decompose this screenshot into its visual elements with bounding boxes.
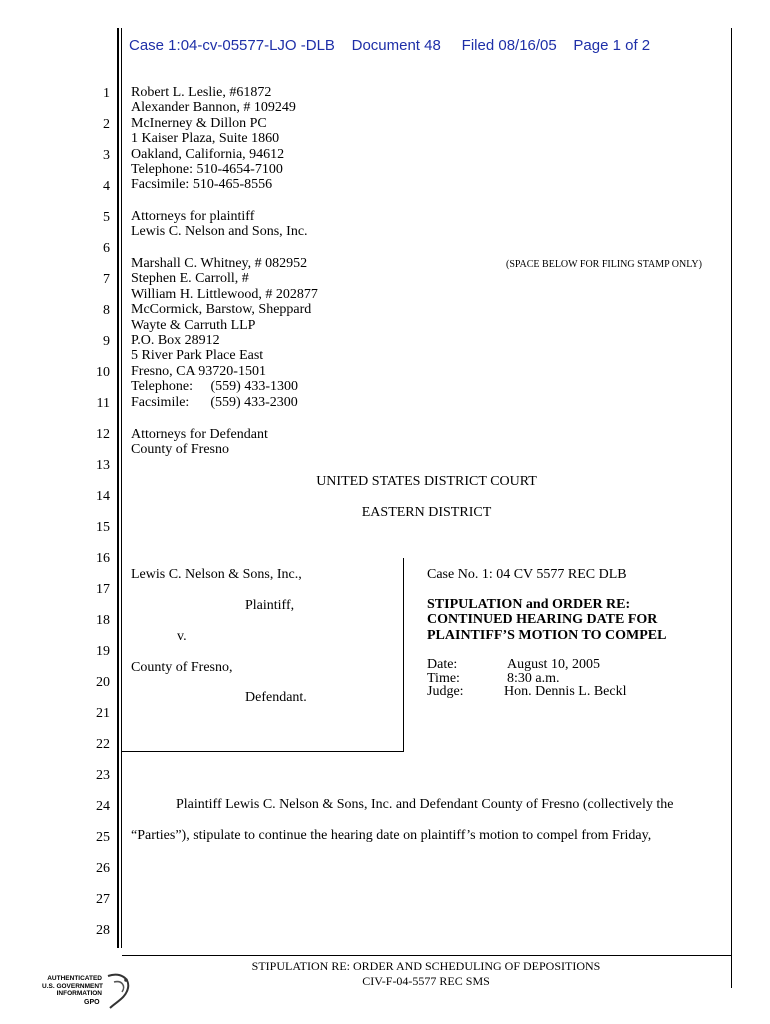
line-number: 17 — [96, 582, 110, 597]
time-value: 8:30 a.m. — [507, 670, 560, 686]
firm-facsimile: Facsimile: 510-465-8556 — [131, 177, 273, 193]
line-number: 3 — [103, 148, 110, 163]
line-number: 21 — [96, 706, 110, 721]
date-label: Date: — [427, 657, 458, 672]
title-line: PLAINTIFF’S MOTION TO COMPEL — [427, 627, 667, 643]
counsel-name: Stephen E. Carroll, # — [131, 271, 249, 287]
footer-case: CIV-F-04-5577 REC SMS — [362, 974, 490, 988]
firm-name: McCormick, Barstow, Sheppard — [131, 302, 312, 318]
line-number: 10 — [96, 365, 110, 380]
firm-address: P.O. Box 28912 — [131, 333, 220, 349]
seal-line: AUTHENTICATED — [47, 975, 102, 982]
plaintiff-counsel-block — [131, 85, 296, 193]
time-label: Time: — [427, 670, 460, 686]
line-number: 23 — [96, 768, 110, 783]
gpo-authentication-seal — [40, 972, 135, 1012]
counsel-name: Robert L. Leslie, #61872 — [131, 85, 272, 100]
filing-stamp-note: (SPACE BELOW FOR FILING STAMP ONLY) — [506, 259, 702, 270]
header-document: Document 48 — [351, 37, 441, 54]
line-number: 4 — [103, 179, 110, 194]
line-number: 12 — [96, 427, 110, 442]
title-line: STIPULATION and ORDER RE: — [427, 597, 631, 612]
caption-versus: v. — [177, 629, 187, 644]
date-value: August 10, 2005 — [507, 657, 600, 672]
caption-box-right-rule — [403, 558, 404, 751]
title-line: CONTINUED HEARING DATE FOR — [427, 612, 658, 628]
body-line-2: “Parties”), stipulate to continue the hearing date on plaintiff’s motion to compel from Friday, — [131, 828, 652, 843]
line-number: 5 — [103, 210, 110, 225]
role-line: Lewis C. Nelson and Sons, Inc. — [131, 224, 308, 240]
left-margin-rule-outer — [117, 28, 119, 948]
line-number: 26 — [96, 861, 110, 876]
firm-telephone: Telephone: (559) 433-1300 — [131, 379, 298, 395]
firm-facsimile: Facsimile: (559) 433-2300 — [131, 394, 298, 410]
case-number: Case No. 1: 04 CV 5577 REC DLB — [427, 567, 627, 582]
line-number: 27 — [96, 892, 110, 907]
defendant-counsel-role — [131, 427, 268, 458]
court-name: UNITED STATES DISTRICT COURT — [316, 474, 537, 489]
firm-city: Oakland, California, 94612 — [131, 146, 285, 162]
gpo-eagle-icon — [102, 972, 136, 1012]
header-filed-date: Filed 08/16/05 — [461, 37, 557, 54]
seal-gpo-mark: GPO — [84, 999, 100, 1006]
header-page: Page 1 of 2 — [573, 37, 651, 54]
footer — [120, 959, 732, 989]
line-number: 18 — [96, 613, 110, 628]
line-number: 13 — [96, 458, 110, 473]
judge-value: Hon. Dennis L. Beckl — [504, 684, 627, 699]
firm-telephone: Telephone: 510-4654-7100 — [131, 162, 283, 178]
seal-line: U.S. GOVERNMENT — [42, 982, 104, 990]
body-line-1: Plaintiff Lewis C. Nelson & Sons, Inc. and Defendant County of Fresno (collectively the — [176, 797, 674, 812]
firm-name: McInerney & Dillon PC — [131, 115, 267, 131]
caption-defendant: County of Fresno, — [131, 660, 233, 675]
seal-line: INFORMATION — [56, 990, 102, 997]
role-line: Attorneys for plaintiff — [131, 209, 255, 224]
firm-address: 1 Kaiser Plaza, Suite 1860 — [131, 131, 280, 147]
line-number: 15 — [96, 520, 110, 535]
plaintiff-counsel-role — [131, 209, 308, 240]
right-margin-rule — [731, 28, 732, 988]
caption-plaintiff-label: Plaintiff, — [245, 598, 295, 613]
caption-defendant-label: Defendant. — [245, 690, 307, 705]
judge-label: Judge: — [427, 684, 464, 699]
caption-box-bottom-rule — [122, 751, 404, 752]
case-header — [129, 37, 650, 54]
line-number: 19 — [96, 644, 110, 659]
line-number: 1 — [103, 86, 110, 101]
line-number: 7 — [103, 272, 110, 287]
defendant-counsel-block — [131, 256, 318, 410]
caption-plaintiff: Lewis C. Nelson & Sons, Inc., — [131, 567, 302, 582]
line-number: 2 — [103, 117, 110, 132]
header-case-number: Case 1:04-cv-05577-LJO -DLB — [129, 37, 335, 54]
line-number: 6 — [103, 241, 110, 256]
line-number: 8 — [103, 303, 110, 318]
counsel-name: Marshall C. Whitney, # 082952 — [131, 256, 308, 271]
line-number: 20 — [96, 675, 110, 690]
line-number: 22 — [96, 737, 110, 752]
line-number: 16 — [96, 551, 110, 566]
line-number: 24 — [96, 799, 110, 814]
line-number: 11 — [96, 396, 110, 411]
line-number: 14 — [96, 489, 110, 504]
document-title — [427, 597, 666, 643]
line-number: 9 — [103, 334, 110, 349]
footer-rule — [122, 955, 731, 956]
counsel-name: William H. Littlewood, # 202877 — [131, 286, 318, 302]
court-district: EASTERN DISTRICT — [361, 505, 492, 520]
line-number: 25 — [96, 830, 110, 845]
firm-city: Fresno, CA 93720-1501 — [131, 363, 266, 379]
footer-title: STIPULATION RE: ORDER AND SCHEDULING OF DEPOSITIONS — [251, 959, 601, 973]
firm-address: 5 River Park Place East — [131, 348, 264, 364]
role-line: County of Fresno — [131, 442, 229, 458]
firm-name: Wayte & Carruth LLP — [131, 317, 256, 333]
role-line: Attorneys for Defendant — [131, 427, 268, 442]
counsel-name: Alexander Bannon, # 109249 — [131, 100, 296, 116]
hearing-details — [427, 658, 626, 699]
line-number: 28 — [96, 923, 110, 938]
